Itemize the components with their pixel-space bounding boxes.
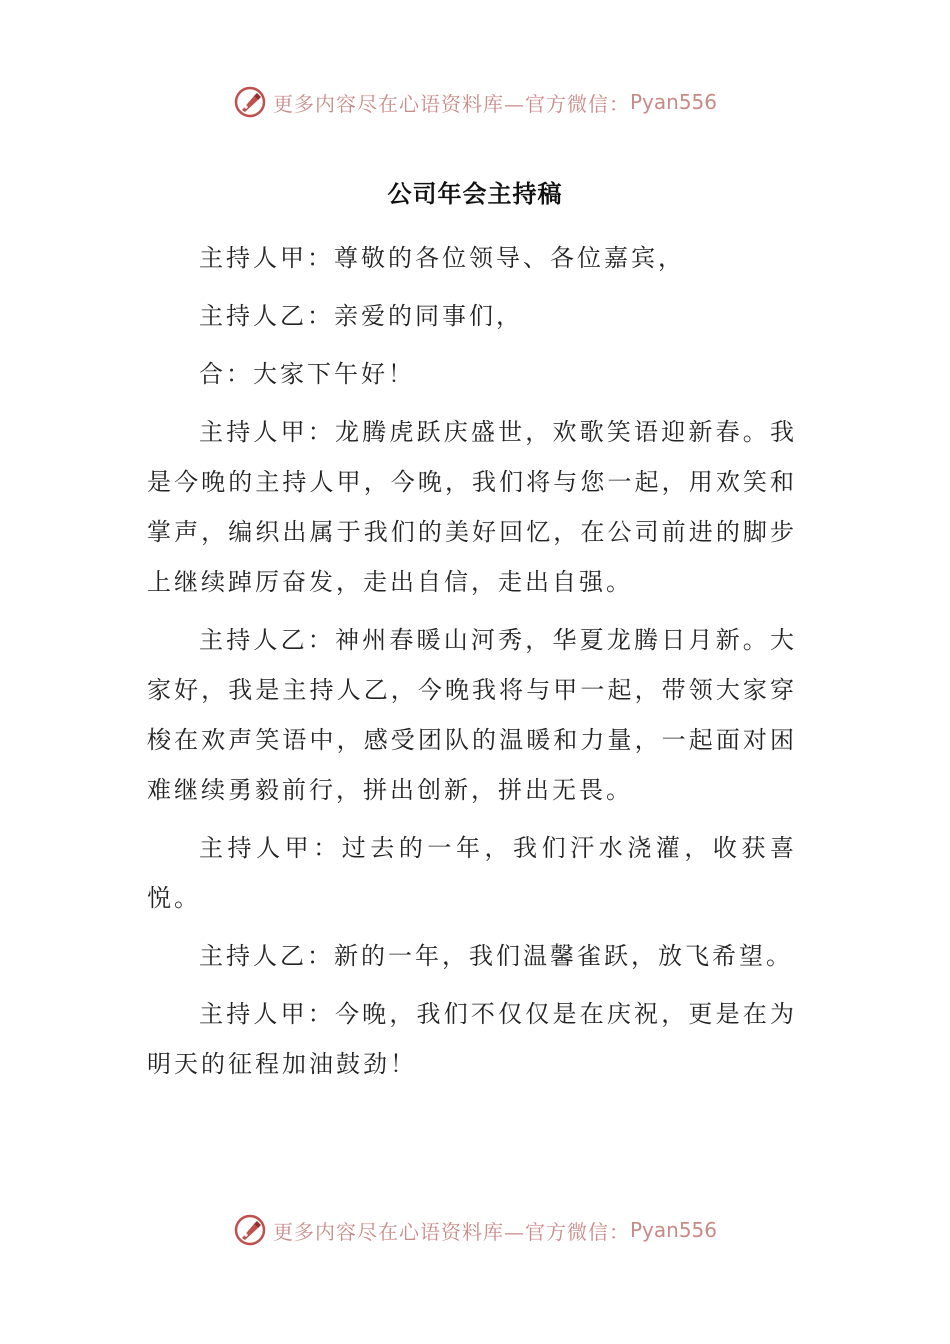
footer-watermark — [0, 1210, 950, 1250]
paragraph: 主持人乙：亲爱的同事们， — [199, 302, 523, 330]
paragraph: 主持人乙：神州春暖山河秀，华夏龙腾日月新。大家好，我是主持人乙，今晚我将与甲一起，带领大家穿梭在欢声笑语中，感受团队的温暖和力量，一起面对困难继续勇毅前行，拼出创新，拼出无畏。 — [147, 626, 797, 804]
paragraph: 合：大家下午好！ — [199, 360, 415, 388]
document-title: 公司年会主持稿 — [387, 180, 563, 208]
watermark-brand-text: 更多内容尽在心语资料库—官方微信： — [272, 91, 630, 116]
paragraph: 主持人甲：龙腾虎跃庆盛世，欢歌笑语迎新春。我是今晚的主持人甲，今晚，我们将与您一起，用欢笑和掌声，编织出属于我们的美好回忆，在公司前进的脚步上继续踔厉奋发，走出自信，走出自强。 — [147, 418, 797, 596]
paragraph: 主持人甲：尊敬的各位领导、各位嘉宾， — [199, 244, 685, 272]
document-body — [147, 233, 797, 1097]
pen-nib-logo-icon — [233, 85, 267, 119]
paragraph: 主持人甲：过去的一年，我们汗水浇灌，收获喜悦。 — [147, 834, 797, 912]
pen-nib-logo-icon — [233, 1213, 267, 1247]
paragraph: 主持人甲：今晚，我们不仅仅是在庆祝，更是在为明天的征程加油鼓劲！ — [147, 1000, 797, 1078]
watermark-brand-text: 更多内容尽在心语资料库—官方微信： — [272, 1219, 630, 1244]
watermark-wechat-id: Pyan556 — [629, 90, 717, 114]
header-watermark — [0, 82, 950, 122]
paragraph: 主持人乙：新的一年，我们温馨雀跃，放飞希望。 — [199, 942, 793, 970]
watermark-wechat-id: Pyan556 — [629, 1218, 717, 1242]
